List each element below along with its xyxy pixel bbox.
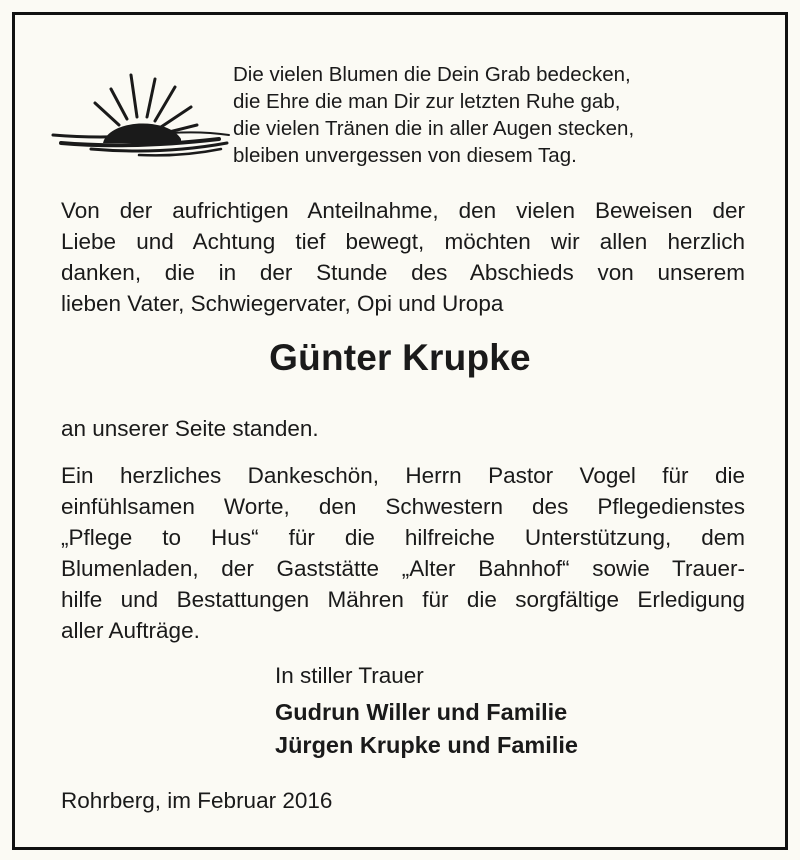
- side-note: [61, 413, 745, 444]
- thanks-line: einfühlsamen Worte, den Schwestern des Pflegedienstes: [61, 494, 745, 519]
- poem-line: Die vielen Blumen die Dein Grab bedecken,: [233, 63, 631, 86]
- place-date: Rohrberg, im Februar 2016: [61, 788, 333, 813]
- thanks-line: Blumenladen, der Gaststätte „Alter Bahnhof“ sowie Trauer-: [61, 556, 745, 581]
- thanks-line: „Pflege to Hus“ für die hilfreiche Unterstützung, dem: [61, 525, 745, 550]
- poem-line: die Ehre die man Dir zur letzten Ruhe gab,: [233, 90, 621, 113]
- signature-family-1: Gudrun Willer und Familie: [275, 699, 568, 725]
- intro-line: lieben Vater, Schwiegervater, Opi und Uropa: [61, 291, 504, 316]
- obituary-notice: [12, 12, 788, 850]
- deceased-name: Günter Krupke: [269, 337, 531, 378]
- intro-line: Von der aufrichtigen Anteilnahme, den vielen Beweisen der: [61, 198, 745, 223]
- thanks-line: Ein herzliches Dankeschön, Herrn Pastor Vogel für die: [61, 463, 745, 488]
- thanks-line: hilfe und Bestattungen Mähren für die sorgfältige Erledigung: [61, 587, 745, 612]
- thanks-paragraph: [61, 460, 745, 646]
- sunset-icon: [51, 69, 231, 165]
- poem-line: bleiben unvergessen von diesem Tag.: [233, 144, 577, 167]
- thanks-line: aller Aufträge.: [61, 618, 200, 643]
- poem-line: die vielen Tränen die in aller Augen stecken,: [233, 117, 635, 140]
- intro-paragraph: [61, 195, 745, 319]
- intro-line: Liebe und Achtung tief bewegt, möchten wir allen herzlich: [61, 229, 745, 254]
- intro-line: danken, die in der Stunde des Abschieds von unserem: [61, 260, 745, 285]
- signature-intro: In stiller Trauer: [275, 663, 424, 688]
- poem: [233, 61, 753, 169]
- signature-family-2: Jürgen Krupke und Familie: [275, 732, 578, 758]
- side-note-line: an unserer Seite standen.: [61, 416, 319, 441]
